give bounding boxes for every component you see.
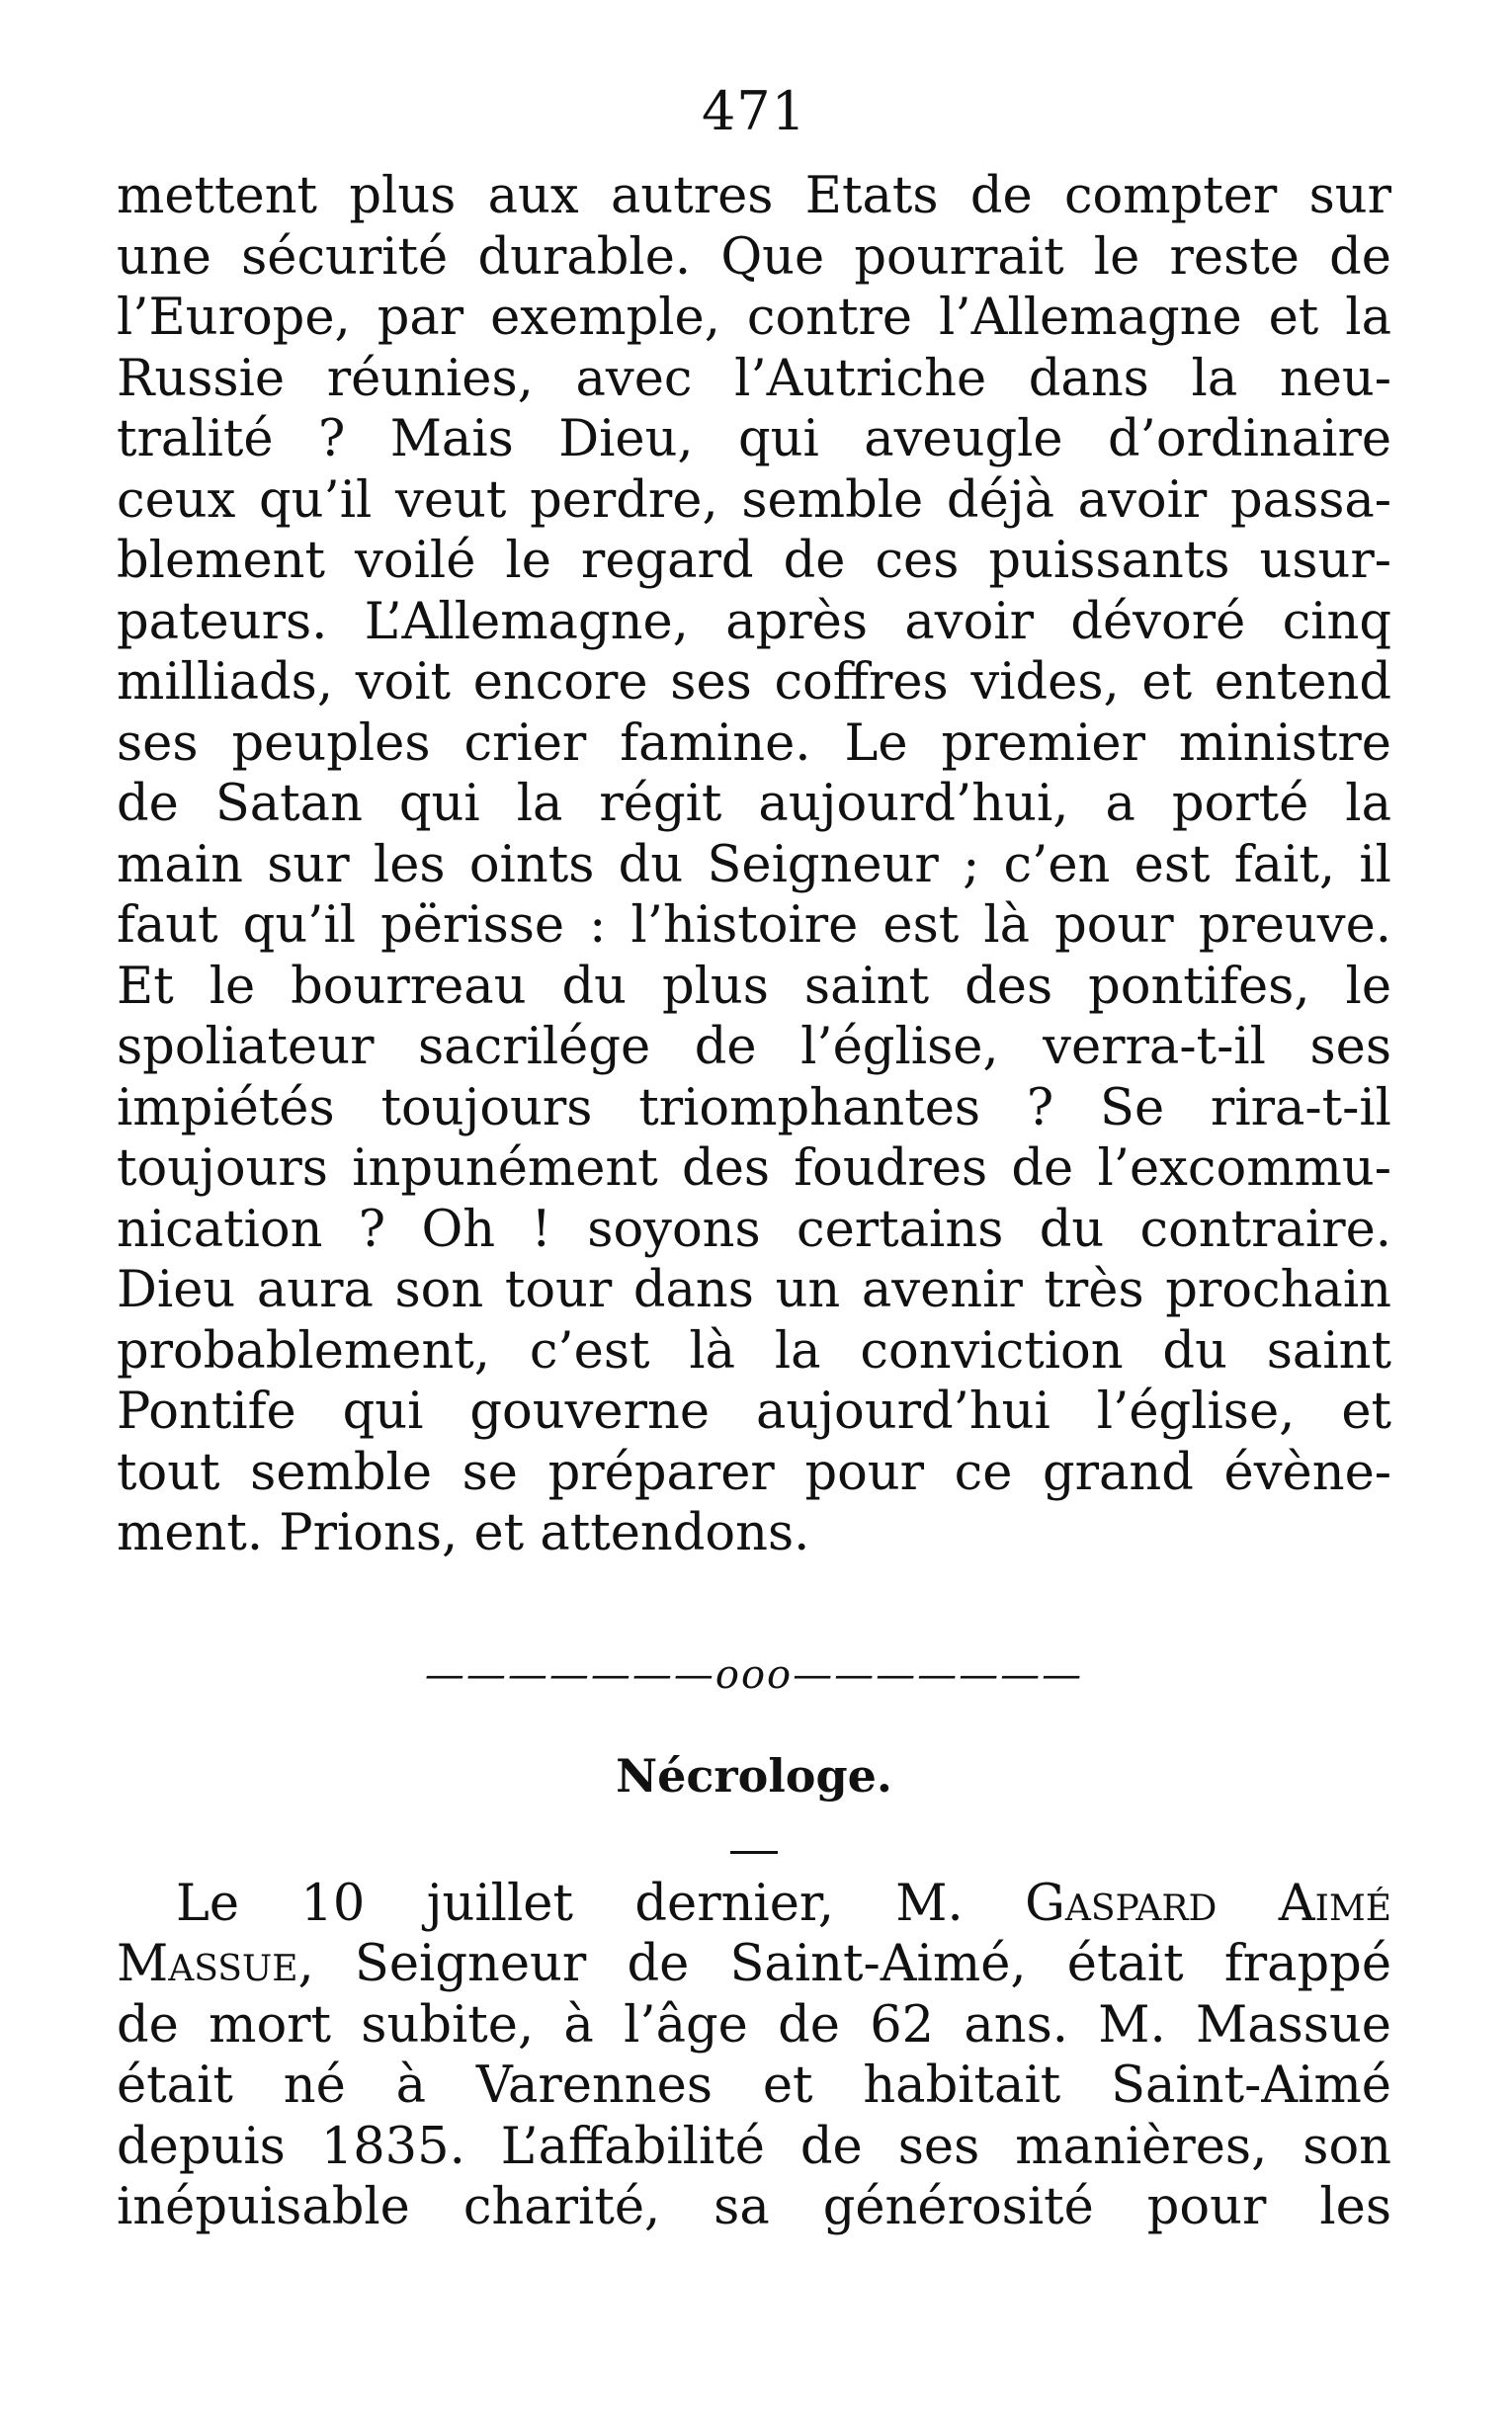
text-line: de Satan qui la régit aujourd’hui, a porté la	[117, 775, 1391, 833]
text-line: milliads, voit encore ses coffres vides, et entend	[117, 653, 1391, 712]
line-suffix: , Seigneur de Saint-Aimé, était frappé	[297, 1935, 1391, 1993]
section-divider: ———————ooo———————	[424, 1651, 1084, 1698]
text-line: mettent plus aux autres Etats de compter sur	[117, 167, 1391, 225]
text-line: probablement, c’est là la conviction du saint	[117, 1321, 1391, 1381]
text-line: de mort subite, à l’âge de 62 ans. M. Massue	[117, 1995, 1391, 2055]
text-line: inépuisable charité, sa générosité pour les	[117, 2178, 1391, 2236]
text-line: tralité ? Mais Dieu, qui aveugle d’ordinaire	[117, 410, 1391, 468]
text-line: pateurs. L’Allemagne, après avoir dévoré cinq	[117, 592, 1391, 651]
paragraph-body	[117, 166, 1391, 1564]
page-number: 471	[701, 80, 807, 142]
text-line: ses peuples crier famine. Le premier ministre	[117, 713, 1391, 773]
text-line: Pontife qui gouverne aujourd’hui l’église, et	[117, 1383, 1391, 1441]
text-line: tout semble se préparer pour ce grand évène-	[117, 1443, 1391, 1502]
text-line: depuis 1835. L’affabilité de ses manières, son	[117, 2117, 1391, 2176]
text-line: ceux qu’il veut perdre, semble déjà avoir passa-	[117, 470, 1391, 530]
text-line: toujours inpunément des foudres de l’excommu-	[117, 1139, 1391, 1198]
book-page	[117, 79, 1391, 2401]
section-heading: Nécrologe.	[616, 1748, 892, 1803]
person-name-last: Massue	[117, 1935, 298, 1993]
text-line: était né à Varennes et habitait Saint-Aimé	[117, 2056, 1391, 2115]
text-line	[117, 1934, 1391, 1995]
text-line: Dieu aura son tour dans un avenir très prochain	[117, 1261, 1391, 1319]
text-line: spoliateur sacrilége de l’église, verra-t-il ses	[117, 1018, 1391, 1076]
paragraph-necrology	[117, 1874, 1391, 2238]
text-line: Et le bourreau du plus saint des pontifes, le	[117, 957, 1391, 1016]
text-line: impiétés toujours triomphantes ? Se rira-t-il	[117, 1078, 1391, 1137]
text-line	[117, 1874, 1391, 1935]
text-line: blement voilé le regard de ces puissants usur-	[117, 532, 1391, 590]
heading-rule	[730, 1851, 778, 1854]
text-line: main sur les oints du Seigneur ; c’en est fait, il	[117, 835, 1391, 894]
text-line: l’Europe, par exemple, contre l’Allemagne et la	[117, 289, 1391, 347]
line-prefix: Le 10 juillet dernier, M.	[176, 1874, 1026, 1933]
text-line: Russie réunies, avec l’Autriche dans la neu-	[117, 349, 1391, 408]
text-line: une sécurité durable. Que pourrait le reste de	[117, 227, 1391, 287]
text-line: faut qu’il përisse : l’histoire est là pour preuve.	[117, 896, 1391, 955]
text-line: ment. Prions, et attendons.	[117, 1504, 810, 1562]
person-name-first: Gaspard Aimé	[1025, 1874, 1391, 1933]
text-line: nication ? Oh ! soyons certains du contraire.	[117, 1200, 1391, 1259]
